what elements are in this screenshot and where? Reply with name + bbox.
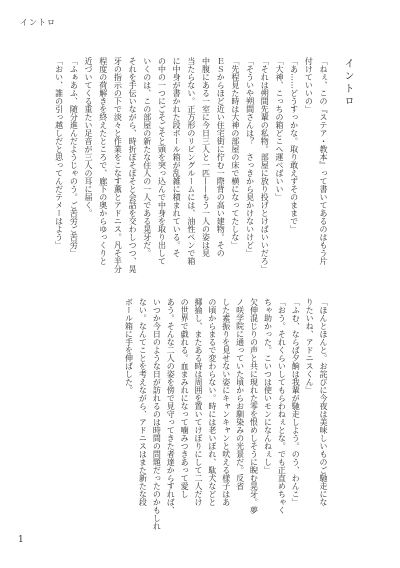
upper-text-column: それを手伝いながら、時折ぼそぼそと会話を交わしつつ、晃: [128, 57, 138, 273]
lower-text-column: りたいね、アドニスくん」: [305, 298, 315, 394]
upper-text-column: 付けていいの」: [304, 57, 314, 113]
lower-text-column: ない。なんてことを考えながら、アドニスはまた新たな段: [138, 298, 148, 506]
running-header: イントロ: [20, 18, 56, 27]
lower-text-column: の世界で戯れる。血まみれになって噛みつきあって愛し: [180, 298, 190, 498]
lower-text-column: の頃からまるで変わらない。時には老いぼれ、駄犬などと: [207, 298, 217, 506]
upper-text-block: [50, 57, 330, 279]
lower-text-column: 欠伸混じりの声と共に現れた零を恨めしそうに睨む晃牙。夢: [249, 298, 259, 514]
upper-text-column: 「ふぁあふ、随分進んだようじゃのう。ご苦労ご苦労」: [69, 57, 79, 257]
upper-text-column: 中腹にある一室に今日三人と一匹——もう一人の姿は見: [201, 57, 211, 257]
lower-text-column: あう。そんな二人の姿を傍で見守ってきた者達からすれば、: [166, 298, 176, 514]
upper-text-column: 「ねぇ、この『ステア・教本』って書いてあるのはもう片: [319, 57, 328, 265]
lower-text-column: ちゃ助かった。こいつは使いモンになんねぇし」: [263, 298, 273, 474]
upper-text-column: いくのは、この部屋の新たな住人の一人である晃牙だ。: [142, 57, 152, 257]
chapter-title: イントロ: [342, 58, 353, 108]
page-number: 1: [18, 535, 24, 545]
upper-text-column: 当たらない。正方形のリビングルームには、油性ペンで箱: [186, 57, 196, 265]
upper-text-column: の中の一つにごそごそと頭を突っ込んで中身を取り出して: [157, 57, 167, 265]
lower-text-column: 「おう。それくらいしてもらわねぇとな。でも正直めちゃく: [277, 298, 287, 514]
upper-text-column: 「あ……どうすっかな。取り敢えずそのままで」: [289, 57, 299, 233]
lower-text-column: 揶揄し、またある時は周囲を置いてけぼりにして二人だけ: [193, 298, 203, 506]
upper-text-column: に中身が書かれた段ボール箱が乱雑に積まれている。そ: [172, 57, 182, 257]
upper-text-column: 近づいてくる重たい足音が三人の耳に届く。: [84, 57, 93, 217]
lower-text-block: [120, 298, 330, 534]
upper-text-column: 牙の指示の下で淡々と作業をこなす薫とアドニス。凡そ半分: [113, 57, 123, 273]
upper-text-column: 程度の荷解きを終えたところで、廊下の奥からゆっくりと: [98, 57, 108, 265]
upper-text-column: 「そういや朔間さんは？ さっきから見かけないけど」: [245, 57, 255, 257]
lower-text-column: ノ咲学院に通っていた頃からお馴染みの光景だ。反省: [235, 298, 245, 490]
upper-text-column: 「それは朔間先輩の私物。部屋に放り投げとけばいいだろ」: [260, 57, 270, 273]
lower-text-column: した素振りを見せない姿にキャンキャンと吠える様子はあ: [221, 298, 231, 506]
upper-text-column: 「大神、こっちの箱どこへ運べばいい」: [274, 57, 284, 201]
upper-text-column: ＥＳからほど近い住宅街に佇む一際背の高い建物。その: [216, 57, 226, 257]
lower-text-column: ボール箱に手を伸ばした。: [124, 298, 134, 394]
upper-text-column: 「おい、誰の引っ越しだと思ってんだテメーはよう」: [54, 57, 64, 249]
lower-text-column: 「ほんとほんと。お詫びに今夜は美味しいものご馳走にな: [319, 298, 328, 506]
lower-text-column: 「ふむ、ならば夕餉は我輩が馳走しよう。のう、わんこ」: [291, 298, 301, 506]
lower-text-column: いつか今日のような日が訪れるのは時間の問題だったのかもしれ: [152, 298, 162, 530]
upper-text-column: 「先程見た時は大神の部屋の床で横になってたしな」: [230, 57, 240, 249]
